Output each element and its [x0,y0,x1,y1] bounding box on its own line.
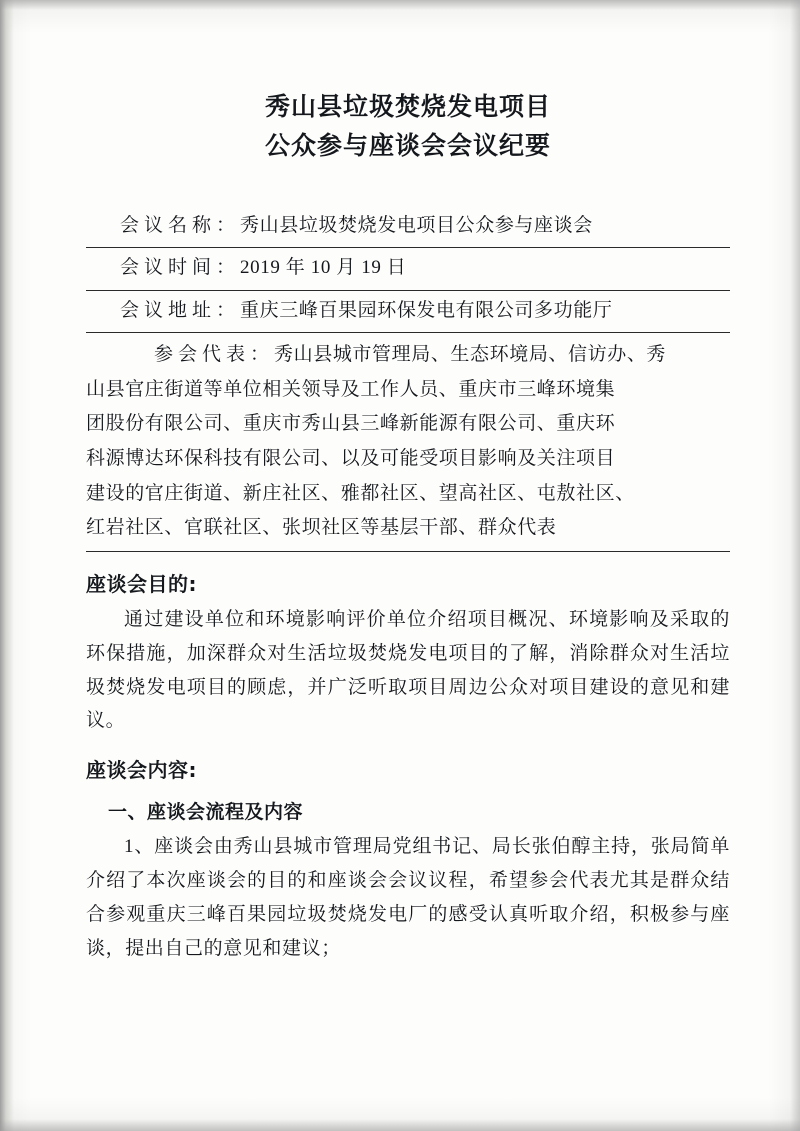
meta-label-meeting-time: 会议时间： [120,257,241,278]
section-heading-content: 座谈会内容: [86,758,197,783]
attendees-line-6: 红岩社区、官联社区、张坝社区等基层干部、群众代表 [86,517,557,539]
attendees-line-4: 科源博达环保科技有限公司、以及可能受项目影响及关注项目 [86,448,616,470]
meta-row-meeting-name [86,206,730,249]
paragraph-content-1: 1、座谈会由秀山县城市管理局党组书记、局长张伯醇主持，张局简单介绍了本次座谈会的目的和座谈会会议议程，希望参会代表尤其是群众结合参观重庆三峰百果园垃圾焚烧发电厂的感受认真听取介绍，积极参与座谈，提出自己的意见和建议； [86,836,730,959]
meta-label-meeting-address: 会议地址： [120,299,241,321]
meeting-meta-table [86,206,730,553]
meta-row-meeting-address [86,291,730,334]
meta-row-attendees [86,333,730,552]
paragraph-purpose: 通过建设单位和环境影响评价单位介绍项目概况、环境影响及采取的环保措施，加深群众对生活垃圾焚烧发电项目的了解，消除群众对生活垃圾焚烧发电项目的顾虑，并广泛听取项目周边公众对项目建设的意见和建议。 [86,609,730,732]
attendees-line-1 [86,339,730,372]
meta-value-meeting-name: 秀山县垃圾焚烧发电项目公众参与座谈会 [240,214,593,236]
attendees-line-3: 团股份有限公司、重庆市秀山县三峰新能源有限公司、重庆环 [86,413,616,435]
title-line-1: 秀山县垃圾焚烧发电项目 [264,92,551,121]
section-heading-purpose: 座谈会目的: [86,572,197,597]
meta-value-meeting-time: 2019 年 10 月 19 日 [240,257,407,278]
attendees-line-5: 建设的官庄街道、新庄社区、雅都社区、望高社区、屯敖社区、 [86,482,635,504]
meta-value-meeting-address: 重庆三峰百果园环保发电有限公司多功能厅 [240,299,613,321]
title-line-2: 公众参与座谈会会议纪要 [264,130,551,160]
subsection-heading-process: 一、座谈会流程及内容 [108,801,304,824]
section-body-content [86,830,730,965]
meta-row-meeting-time [86,248,730,291]
section-body-purpose [86,603,730,738]
attendees-text-1: 秀山县城市管理局、生态环境局、信访办、秀 [274,344,667,365]
meta-label-meeting-name: 会议名称： [120,214,241,236]
document-title [86,88,730,166]
scan-edge-bottom [0,1119,800,1131]
attendees-line-2: 山县官庄街道等单位相关领导及工作人员、重庆市三峰环境集 [86,378,616,400]
meta-label-attendees: 参会代表： [154,344,275,365]
